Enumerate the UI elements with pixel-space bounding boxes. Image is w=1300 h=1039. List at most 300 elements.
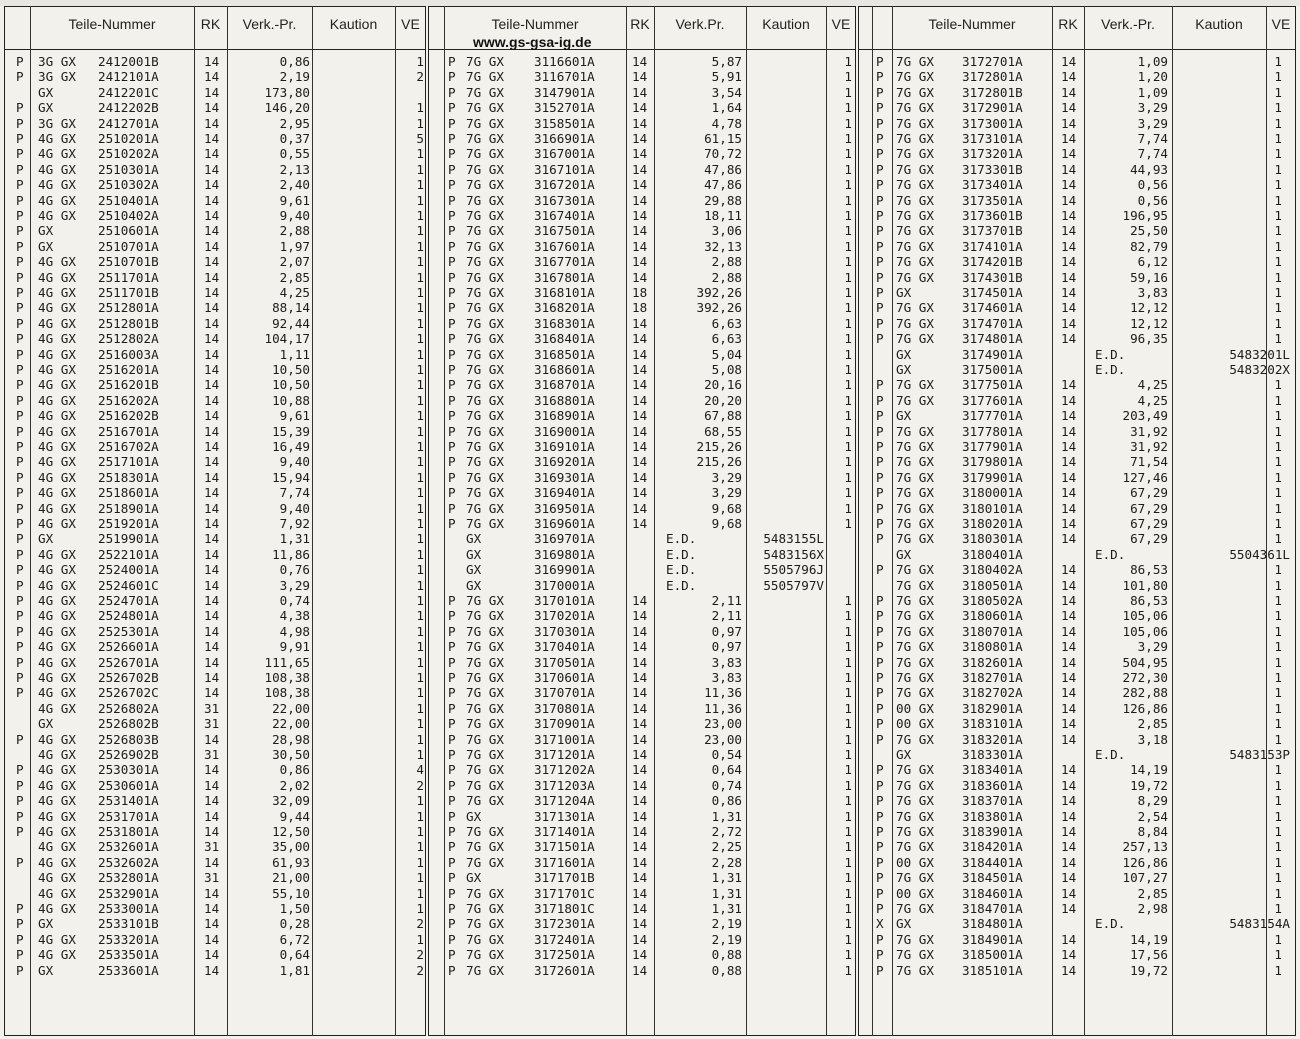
- row-prefix: 7G GX: [466, 392, 504, 408]
- row-flag: P: [16, 901, 24, 916]
- row-rk: 14: [1061, 192, 1077, 208]
- table-row: [858, 85, 1296, 100]
- row-flag: P: [876, 870, 884, 886]
- row-ve: 1: [416, 285, 424, 300]
- row-flag: P: [876, 223, 884, 239]
- row-part-number: 2530601A: [98, 777, 159, 793]
- table-row: [4, 501, 426, 516]
- table-row: [4, 377, 426, 392]
- row-ve: 1: [416, 439, 424, 454]
- row-prefix: GX: [896, 747, 912, 762]
- table-row: [4, 732, 426, 747]
- row-ve: 1: [416, 854, 424, 870]
- row-flag: P: [16, 439, 24, 454]
- table-row: [4, 670, 426, 685]
- row-flag: P: [448, 916, 456, 932]
- row-rk: 14: [632, 208, 648, 223]
- row-price: 86,53: [1130, 562, 1168, 578]
- row-part-number: 2533601A: [98, 962, 159, 978]
- row-part-number: 3183301A: [962, 747, 1023, 762]
- row-price: 257,13: [1122, 839, 1168, 855]
- row-deposit: 5483156X: [763, 546, 824, 562]
- row-ve: 1: [1274, 269, 1282, 285]
- row-part-number: 3171001A: [534, 731, 595, 747]
- row-prefix: 4G GX: [38, 870, 76, 886]
- row-rk: 14: [1061, 931, 1077, 947]
- row-rk: 14: [632, 377, 648, 393]
- row-part-number: 2526802A: [98, 700, 159, 716]
- row-rk: 14: [204, 161, 220, 177]
- row-part-number: 3170301A: [534, 623, 595, 639]
- row-prefix: 3G GX: [38, 54, 76, 69]
- row-price: 9,40: [279, 454, 310, 470]
- row-ve: 1: [844, 962, 852, 978]
- row-flag: P: [16, 454, 24, 470]
- table-row: [858, 393, 1296, 408]
- row-prefix: 7G GX: [896, 500, 934, 516]
- table-row: [858, 501, 1296, 516]
- row-rk: 14: [1061, 531, 1077, 547]
- row-part-number: 3179901A: [962, 469, 1023, 485]
- row-part-number: 3169401A: [534, 485, 595, 501]
- row-rk: 14: [204, 300, 220, 316]
- table-row: [858, 408, 1296, 423]
- row-prefix: 4G GX: [38, 254, 76, 270]
- row-rk: 14: [632, 469, 648, 485]
- table-row: [428, 439, 856, 454]
- row-rk: 14: [632, 131, 648, 146]
- row-rk: 14: [632, 408, 648, 424]
- table-row: [428, 701, 856, 716]
- row-part-number: 3185101A: [962, 962, 1023, 978]
- table-row: [4, 254, 426, 269]
- row-flag: P: [448, 777, 456, 793]
- row-ve: 1: [1274, 177, 1282, 193]
- row-part-number: 3183701A: [962, 793, 1023, 809]
- row-rk: 14: [204, 100, 220, 116]
- row-part-number: 3183801A: [962, 808, 1023, 824]
- table-row: [4, 839, 426, 854]
- row-ve: 1: [844, 454, 852, 470]
- row-rk: 14: [632, 269, 648, 285]
- table-row: [4, 470, 426, 485]
- row-ve: 1: [416, 731, 424, 747]
- row-flag: P: [16, 762, 24, 778]
- row-rk: 14: [204, 639, 220, 655]
- table-row: [428, 316, 856, 331]
- row-ve: 1: [844, 84, 852, 100]
- row-rk: 14: [1061, 377, 1077, 393]
- row-price: 0,55: [279, 146, 310, 162]
- table-row: [428, 408, 856, 423]
- row-prefix: 7G GX: [466, 824, 504, 839]
- table-row: [858, 685, 1296, 700]
- row-rk: 14: [1061, 777, 1077, 793]
- row-prefix: 7G GX: [466, 285, 504, 300]
- row-price: 3,29: [711, 485, 742, 501]
- row-part-number: 2412201C: [98, 84, 159, 100]
- row-part-number: 2512801A: [98, 300, 159, 316]
- row-prefix: 4G GX: [38, 670, 76, 685]
- table-row: [4, 901, 426, 916]
- row-price: 20,16: [704, 377, 742, 393]
- row-flag: P: [876, 238, 884, 254]
- row-price: 9,40: [279, 500, 310, 516]
- table-row: [428, 778, 856, 793]
- row-flag: P: [448, 901, 456, 916]
- row-rk: 14: [204, 146, 220, 162]
- row-price: 2,19: [711, 931, 742, 947]
- row-price: 11,36: [704, 685, 742, 701]
- table-row: [428, 223, 856, 238]
- row-prefix: 7G GX: [896, 516, 934, 531]
- table-row: [428, 963, 856, 978]
- row-rk: 14: [632, 238, 648, 254]
- table-row: [858, 762, 1296, 777]
- row-part-number: 3174901A: [962, 346, 1023, 362]
- row-rk: 14: [1061, 439, 1077, 454]
- row-flag: P: [16, 639, 24, 655]
- row-price: 3,29: [1137, 100, 1168, 116]
- table-row: [4, 362, 426, 377]
- row-part-number: 2510302A: [98, 177, 159, 193]
- row-ve: 1: [1274, 439, 1282, 454]
- table-row: [4, 886, 426, 901]
- row-rk: 14: [632, 762, 648, 778]
- row-flag: P: [448, 685, 456, 701]
- row-price: E.D.: [666, 531, 697, 547]
- table-row: [428, 347, 856, 362]
- row-ve: 1: [1274, 454, 1282, 470]
- row-ve: 1: [844, 192, 852, 208]
- row-ve: 1: [416, 346, 424, 362]
- row-flag: P: [876, 623, 884, 639]
- table-row: [858, 193, 1296, 208]
- row-part-number: 2510402A: [98, 208, 159, 223]
- row-flag: P: [448, 469, 456, 485]
- row-rk: 14: [1061, 808, 1077, 824]
- row-part-number: 2510401A: [98, 192, 159, 208]
- row-flag: P: [876, 315, 884, 331]
- row-ve: 1: [416, 408, 424, 424]
- row-prefix: 4G GX: [38, 808, 76, 824]
- row-ve: 2: [416, 962, 424, 978]
- row-price: 2,19: [711, 916, 742, 932]
- row-prefix: 00 GX: [896, 716, 934, 732]
- table-row: [858, 131, 1296, 146]
- row-ve: 1: [844, 870, 852, 886]
- row-part-number: 3179801A: [962, 454, 1023, 470]
- row-rk: 14: [1061, 84, 1077, 100]
- table-row: [4, 485, 426, 500]
- row-prefix: 7G GX: [466, 731, 504, 747]
- row-flag: P: [16, 254, 24, 270]
- row-prefix: 4G GX: [38, 362, 76, 377]
- table-row: [858, 116, 1296, 131]
- row-prefix: 7G GX: [466, 962, 504, 978]
- row-ve: 1: [844, 131, 852, 146]
- row-part-number: 2533501A: [98, 947, 159, 963]
- row-price: 8,84: [1137, 824, 1168, 839]
- row-rk: 14: [204, 285, 220, 300]
- header-rk: RK: [200, 16, 221, 32]
- table-row: [428, 886, 856, 901]
- table-row: [4, 54, 426, 69]
- row-part-number: 3174601A: [962, 300, 1023, 316]
- row-price: 25,50: [1130, 223, 1168, 239]
- row-prefix: GX: [38, 84, 54, 100]
- row-price: 3,29: [1137, 639, 1168, 655]
- row-price: E.D.: [1095, 362, 1126, 377]
- table-row: [858, 593, 1296, 608]
- row-price: 392,26: [696, 300, 742, 316]
- row-price: 4,25: [1137, 377, 1168, 393]
- table-row: [4, 793, 426, 808]
- row-rk: 14: [1061, 469, 1077, 485]
- row-flag: P: [448, 947, 456, 963]
- row-rk: 14: [204, 408, 220, 424]
- row-flag: P: [876, 885, 884, 901]
- row-part-number: 3167201A: [534, 177, 595, 193]
- row-ve: 1: [1274, 54, 1282, 69]
- row-rk: 14: [632, 454, 648, 470]
- row-prefix: 7G GX: [896, 54, 934, 69]
- row-part-number: 3171204A: [534, 793, 595, 809]
- row-ve: 1: [844, 161, 852, 177]
- row-part-number: 3182701A: [962, 670, 1023, 685]
- row-rk: 14: [204, 331, 220, 347]
- row-rk: 14: [632, 962, 648, 978]
- row-rk: 14: [1061, 208, 1077, 223]
- row-flag: P: [448, 793, 456, 809]
- row-price: 12,12: [1130, 315, 1168, 331]
- table-row: [428, 824, 856, 839]
- row-rk: 14: [1061, 454, 1077, 470]
- row-ve: 1: [416, 192, 424, 208]
- row-part-number: 2510301A: [98, 161, 159, 177]
- row-flag: P: [16, 546, 24, 562]
- table-row: [4, 593, 426, 608]
- row-part-number: 3182702A: [962, 685, 1023, 701]
- row-price: 9,68: [711, 500, 742, 516]
- row-prefix: 7G GX: [896, 269, 934, 285]
- row-rk: 14: [1061, 700, 1077, 716]
- row-part-number: 2531401A: [98, 793, 159, 809]
- row-prefix: 7G GX: [896, 161, 934, 177]
- row-flag: P: [16, 516, 24, 531]
- table-row: [4, 762, 426, 777]
- row-flag: P: [448, 870, 456, 886]
- row-rk: 14: [632, 346, 648, 362]
- table-row: [4, 855, 426, 870]
- row-flag: P: [448, 593, 456, 608]
- row-prefix: 4G GX: [38, 777, 76, 793]
- row-prefix: 7G GX: [466, 408, 504, 424]
- table-row: [428, 947, 856, 962]
- row-flag: P: [448, 623, 456, 639]
- row-flag: P: [448, 808, 456, 824]
- row-price: 22,00: [272, 700, 310, 716]
- table-row: [428, 685, 856, 700]
- row-flag: P: [448, 500, 456, 516]
- row-ve: 1: [844, 208, 852, 223]
- table-row: [4, 578, 426, 593]
- row-prefix: 4G GX: [38, 439, 76, 454]
- row-price: 31,92: [1130, 439, 1168, 454]
- row-rk: 14: [204, 392, 220, 408]
- row-part-number: 2532901A: [98, 885, 159, 901]
- row-price: 1,11: [279, 346, 310, 362]
- row-rk: 14: [632, 331, 648, 347]
- row-rk: 14: [1061, 962, 1077, 978]
- row-flag: P: [16, 300, 24, 316]
- table-row: [428, 747, 856, 762]
- row-part-number: 3177801A: [962, 423, 1023, 439]
- row-ve: 1: [416, 315, 424, 331]
- row-part-number: 2519901A: [98, 531, 159, 547]
- row-part-number: 3170701A: [534, 685, 595, 701]
- row-prefix: GX: [466, 577, 482, 593]
- row-rk: 14: [632, 947, 648, 963]
- row-part-number: 2524801A: [98, 608, 159, 624]
- row-prefix: 4G GX: [38, 793, 76, 809]
- row-ve: 1: [1274, 947, 1282, 963]
- row-part-number: 2530301A: [98, 762, 159, 778]
- row-ve: 1: [844, 238, 852, 254]
- row-prefix: 7G GX: [466, 346, 504, 362]
- row-rk: 14: [632, 362, 648, 377]
- table-row: [4, 177, 426, 192]
- row-rk: 14: [632, 439, 648, 454]
- row-prefix: 4G GX: [38, 131, 76, 146]
- table-row: [858, 547, 1296, 562]
- table-row: [858, 886, 1296, 901]
- row-flag: P: [448, 516, 456, 531]
- row-price: E.D.: [666, 546, 697, 562]
- row-prefix: GX: [896, 362, 912, 377]
- table-row: [858, 223, 1296, 238]
- row-part-number: 3172901A: [962, 100, 1023, 116]
- row-part-number: 3172401A: [534, 931, 595, 947]
- row-prefix: 7G GX: [466, 854, 504, 870]
- row-flag: P: [448, 100, 456, 116]
- row-part-number: 2412001B: [98, 54, 159, 69]
- row-ve: 1: [844, 223, 852, 239]
- row-ve: 1: [1274, 392, 1282, 408]
- row-prefix: 4G GX: [38, 485, 76, 501]
- row-ve: 1: [416, 362, 424, 377]
- table-row: [858, 870, 1296, 885]
- row-part-number: 2518601A: [98, 485, 159, 501]
- row-part-number: 3170201A: [534, 608, 595, 624]
- row-price: 8,29: [1137, 793, 1168, 809]
- row-prefix: 7G GX: [896, 608, 934, 624]
- row-rk: 14: [1061, 54, 1077, 69]
- row-part-number: 3173501A: [962, 192, 1023, 208]
- row-price: 32,13: [704, 238, 742, 254]
- row-part-number: 2526802B: [98, 716, 159, 732]
- row-ve: 1: [1274, 623, 1282, 639]
- row-price: 126,86: [1122, 854, 1168, 870]
- row-flag: P: [448, 608, 456, 624]
- row-rk: 14: [204, 192, 220, 208]
- row-flag: P: [876, 531, 884, 547]
- row-ve: 1: [416, 608, 424, 624]
- row-prefix: GX: [38, 962, 54, 978]
- row-flag: P: [876, 793, 884, 809]
- row-price: 32,09: [272, 793, 310, 809]
- row-part-number: 3183901A: [962, 824, 1023, 839]
- table-row: [858, 270, 1296, 285]
- row-part-number: 3182601A: [962, 654, 1023, 670]
- row-price: 173,80: [264, 84, 310, 100]
- row-flag: P: [448, 485, 456, 501]
- row-deposit: 5505796J: [763, 562, 824, 578]
- table-row: [4, 208, 426, 223]
- table-row: [4, 655, 426, 670]
- row-part-number: 3152701A: [534, 100, 595, 116]
- table-row: [858, 316, 1296, 331]
- row-price: 4,38: [279, 608, 310, 624]
- row-part-number: 2517101A: [98, 454, 159, 470]
- row-ve: 1: [416, 115, 424, 131]
- row-price: 67,29: [1130, 516, 1168, 531]
- table-row: [4, 916, 426, 931]
- table-row: [858, 516, 1296, 531]
- row-prefix: 00 GX: [896, 885, 934, 901]
- table-row: [428, 670, 856, 685]
- row-rk: 14: [632, 824, 648, 839]
- row-rk: 14: [1061, 331, 1077, 347]
- row-prefix: 4G GX: [38, 315, 76, 331]
- row-rk: 14: [632, 177, 648, 193]
- row-ve: 2: [416, 916, 424, 932]
- row-price: 1,09: [1137, 84, 1168, 100]
- row-ve: 1: [416, 392, 424, 408]
- row-ve: 1: [844, 808, 852, 824]
- table-row: [428, 85, 856, 100]
- table-row: [858, 69, 1296, 84]
- row-flag: P: [876, 69, 884, 85]
- row-flag: P: [876, 377, 884, 393]
- row-flag: P: [16, 177, 24, 193]
- row-price: 0,56: [1137, 177, 1168, 193]
- row-flag: P: [876, 454, 884, 470]
- row-price: 0,56: [1137, 192, 1168, 208]
- row-price: 105,06: [1122, 623, 1168, 639]
- row-part-number: 2532601A: [98, 839, 159, 855]
- row-flag: P: [876, 131, 884, 146]
- row-prefix: 7G GX: [896, 84, 934, 100]
- row-rk: 14: [204, 439, 220, 454]
- row-flag: P: [876, 331, 884, 347]
- table-row: [428, 116, 856, 131]
- table-row: [428, 454, 856, 469]
- row-part-number: 2518901A: [98, 500, 159, 516]
- row-price: 3,06: [711, 223, 742, 239]
- row-ve: 1: [1274, 854, 1282, 870]
- row-price: 3,18: [1137, 731, 1168, 747]
- row-part-number: 3175001A: [962, 362, 1023, 377]
- row-price: 1,09: [1137, 54, 1168, 69]
- header-part-number: Teile-Nummer: [491, 16, 579, 32]
- row-part-number: 3169801A: [534, 546, 595, 562]
- row-price: 215,26: [696, 454, 742, 470]
- row-prefix: 7G GX: [896, 485, 934, 501]
- row-part-number: 2412202B: [98, 100, 159, 116]
- row-flag: P: [448, 885, 456, 901]
- table-row: [428, 870, 856, 885]
